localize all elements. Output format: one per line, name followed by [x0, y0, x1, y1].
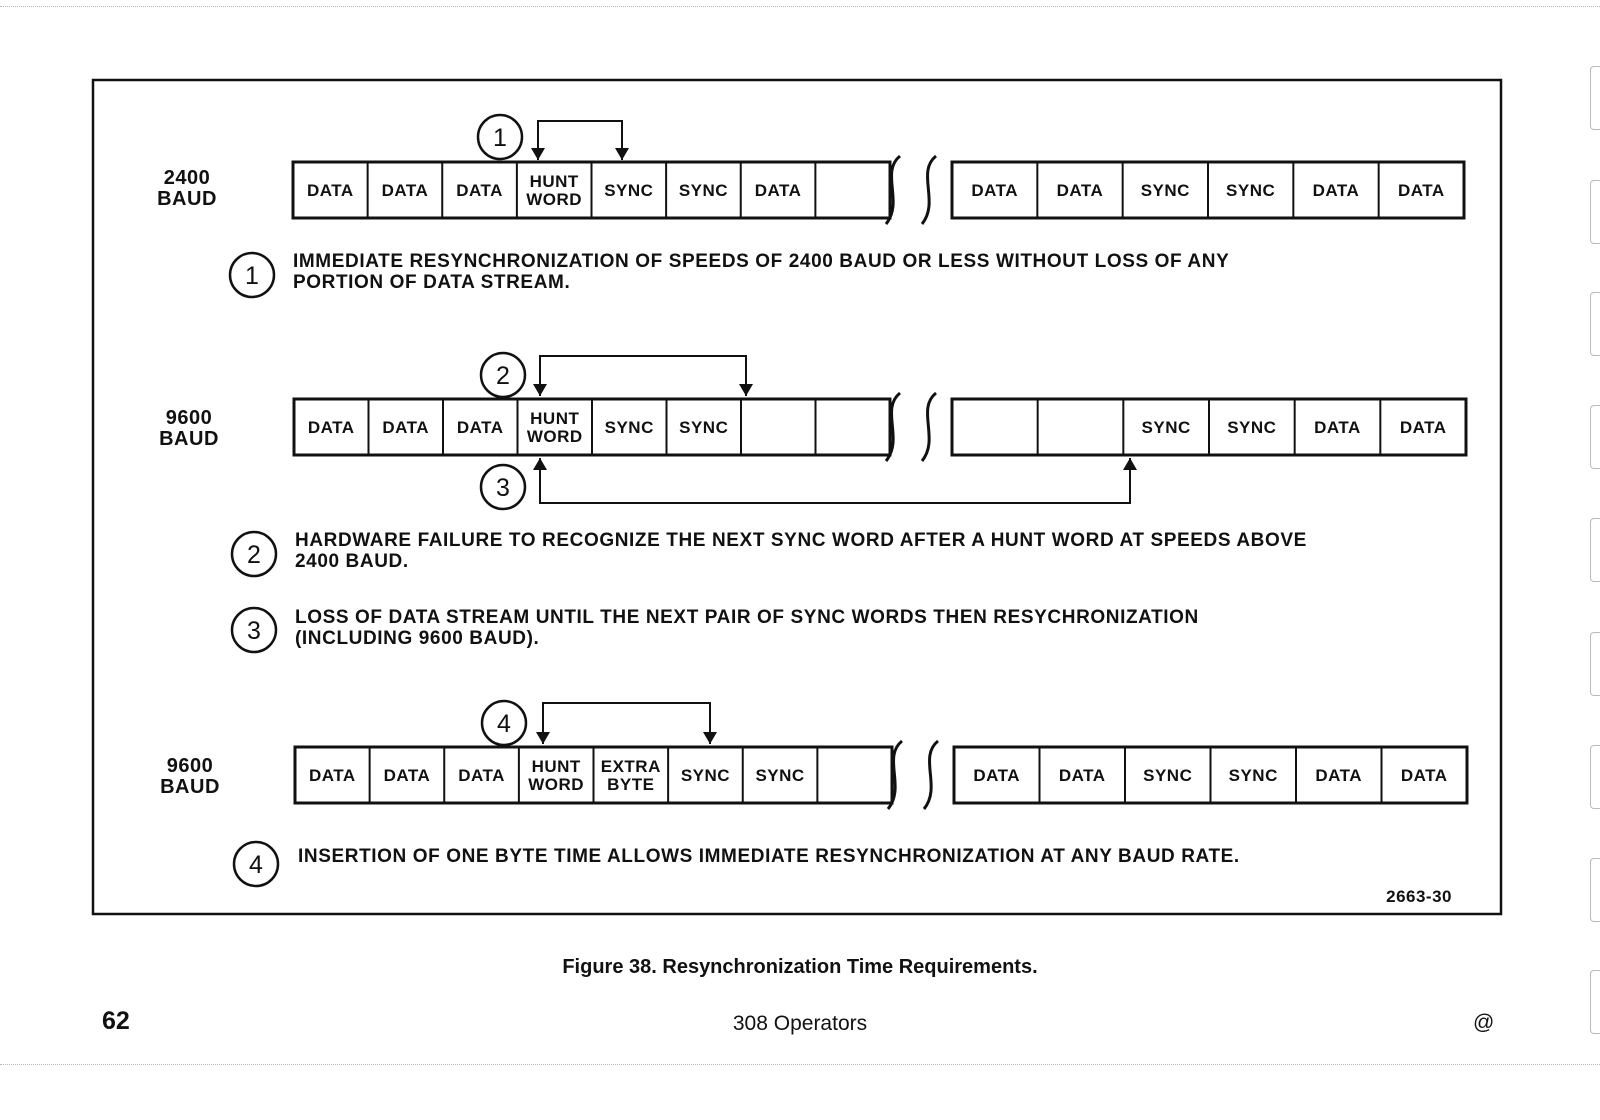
stream-cell-label: HUNT [530, 409, 580, 428]
stream-cell-label: WORD [526, 427, 583, 446]
stream-cell-label: SYNC [604, 181, 654, 200]
arrowhead [533, 384, 547, 396]
note-2-marker [232, 532, 276, 576]
figure-number: 2663-30 [1386, 887, 1452, 906]
stream-cell-label: DATA [382, 418, 430, 437]
note-4-marker [234, 842, 278, 886]
stream-cell-label: DATA [458, 766, 505, 785]
stream-cell-label: DATA [308, 766, 356, 785]
stream-cell-label: BYTE [607, 775, 655, 794]
row-2-baud-label-line: 9600 [165, 407, 213, 429]
stream-cell-label: SYNC [680, 766, 731, 785]
stream-cell-label: HUNT [529, 172, 579, 191]
stream-cell-label: DATA [1400, 766, 1448, 785]
callout-number: 3 [496, 474, 510, 502]
callout-number: 2 [496, 362, 510, 390]
page-number: 62 [102, 1007, 130, 1035]
stream-cell-label: DATA [381, 181, 429, 200]
note-2 [295, 530, 1307, 572]
row-2-baud-label-line: BAUD [159, 428, 219, 450]
callout-number: 1 [493, 124, 507, 152]
arrowhead [615, 148, 629, 160]
row-1-baud-label-line: 2400 [163, 167, 211, 189]
row-1-baud-label [127, 168, 247, 210]
stream-cell-label: DATA [971, 181, 1019, 200]
figure-caption: Figure 38. Resynchronization Time Requirements. [562, 956, 1038, 978]
note-marker-number: 4 [249, 851, 263, 879]
stream-cell-label: DATA [973, 766, 1021, 785]
stream-cell-label: DATA [1314, 418, 1361, 437]
callout-4-bracket [543, 703, 710, 744]
stream-cell-label: SYNC [1228, 766, 1278, 785]
document-title: 308 Operators [732, 1012, 868, 1035]
note-3-marker [232, 608, 276, 652]
note-line: IMMEDIATE RESYNCHRONIZATION OF SPEEDS OF 2400 BAUD OR LESS WITHOUT LOSS OF ANY [293, 251, 1230, 272]
stream-cell-label: DATA [1058, 766, 1106, 785]
row-3-baud-label [130, 756, 250, 798]
stream-cell-label: SYNC [755, 766, 805, 785]
row-3-baud-label-line: 9600 [166, 755, 214, 777]
stream-cell-label: DATA [306, 181, 354, 200]
row-2-baud-label [129, 408, 249, 450]
callout-4 [482, 701, 717, 745]
stream-cell-label: DATA [1399, 418, 1447, 437]
callout-1 [478, 115, 629, 160]
stream-cell-label: DATA [1397, 181, 1445, 200]
stream-break-mark [924, 741, 938, 809]
stream-cell-label: DATA [1315, 766, 1363, 785]
bit-stream-row-2 [294, 393, 1466, 461]
callout-1-bracket [538, 121, 622, 160]
arrowhead [739, 384, 753, 396]
stream-cell-label: DATA [1056, 181, 1104, 200]
stream-cell-label: DATA [307, 418, 355, 437]
stream-cell-label: SYNC [1141, 418, 1191, 437]
stream-cell-label: SYNC [679, 418, 729, 437]
stream-cell-label: SYNC [1227, 418, 1277, 437]
stream-break-mark [922, 393, 936, 461]
callout-2 [481, 353, 753, 397]
note-3 [295, 607, 1199, 649]
stream-cell-label: SYNC [604, 418, 654, 437]
stream-break-mark [888, 741, 902, 809]
note-line: 2400 BAUD. [295, 551, 409, 572]
stream-break-mark [922, 156, 936, 224]
stream-cell-label: SYNC [1226, 181, 1276, 200]
stream-cell-label: DATA [456, 418, 504, 437]
stream-cell-label: EXTRA [600, 757, 661, 776]
stream-break-mark [886, 393, 900, 461]
callout-3 [481, 458, 1137, 509]
figure-frame [93, 80, 1501, 914]
note-line: INSERTION OF ONE BYTE TIME ALLOWS IMMEDIATE RESYNCHRONIZATION AT ANY BAUD RATE. [298, 846, 1240, 867]
note-line: HARDWARE FAILURE TO RECOGNIZE THE NEXT SYNC WORD AFTER A HUNT WORD AT SPEEDS ABOVE [295, 530, 1307, 551]
note-marker-number: 2 [247, 541, 261, 569]
arrowhead [533, 458, 547, 470]
note-marker-number: 1 [245, 262, 259, 290]
stream-cell-label: SYNC [1143, 766, 1193, 785]
stream-cell-label: DATA [383, 766, 431, 785]
callout-number: 4 [497, 710, 511, 738]
callout-3-bracket [540, 458, 1130, 503]
stream-cell-label: WORD [526, 190, 583, 209]
stream-cell-label: WORD [528, 775, 585, 794]
arrowhead [703, 732, 717, 744]
note-4 [298, 846, 1240, 867]
note-marker-number: 3 [247, 617, 261, 645]
note-1 [293, 251, 1229, 293]
callout-2-bracket [540, 356, 746, 396]
note-1-marker [230, 253, 274, 297]
arrowhead [531, 148, 545, 160]
row-3-baud-label-line: BAUD [160, 776, 220, 798]
bit-stream-row-1 [293, 156, 1464, 224]
stream-cell-label: SYNC [678, 181, 729, 200]
stream-cell-label: DATA [456, 181, 503, 200]
bit-stream-row-3 [295, 741, 1467, 809]
stream-cell-label: SYNC [1140, 181, 1190, 200]
note-line: (INCLUDING 9600 BAUD). [295, 628, 540, 649]
note-line: LOSS OF DATA STREAM UNTIL THE NEXT PAIR OF SYNC WORDS THEN RESYCHRONIZATION [295, 607, 1199, 628]
arrowhead [1123, 458, 1137, 470]
stream-cell-label: HUNT [531, 757, 581, 776]
stream-cell-label: DATA [1312, 181, 1360, 200]
stream-break-mark [886, 156, 900, 224]
note-line: PORTION OF DATA STREAM. [293, 272, 571, 293]
arrowhead [536, 732, 550, 744]
row-1-baud-label-line: BAUD [157, 188, 217, 210]
stream-cell-label: DATA [754, 181, 802, 200]
footer-mark: @ [1473, 1011, 1495, 1034]
